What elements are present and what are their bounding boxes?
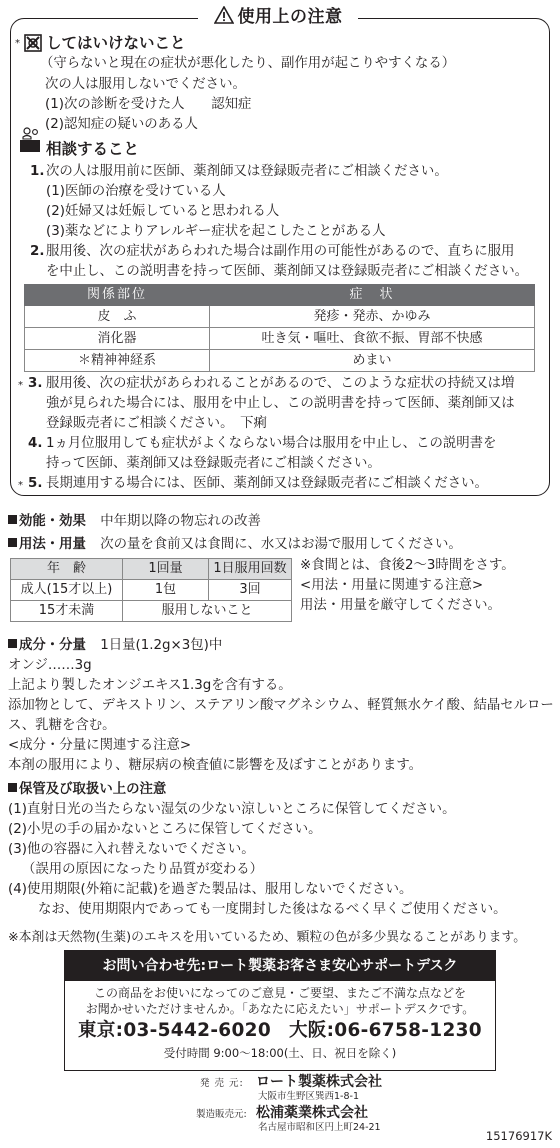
ingredients-line-5: <成分・分量に関連する注意> — [8, 738, 192, 753]
table-cell: 1包 — [123, 580, 209, 601]
dont-heading: してはいけないこと — [46, 34, 186, 52]
table-cell: 15才未満 — [11, 601, 123, 622]
consult-heading: 相談すること — [46, 140, 140, 158]
dosage — [8, 535, 462, 555]
contact-hours: 受付時間 9:00～18:00(土、日、祝日を除く) — [163, 1046, 397, 1060]
consult-4-line-2: 持って医師、薬剤師又は登録販売者にご相談ください。 — [46, 456, 381, 471]
ingredients-line-1: オンジ……3g — [8, 658, 92, 673]
consult-5-num: 5. — [28, 476, 43, 491]
storage-line-3: (3)他の容器に入れ替えないでください。 — [8, 842, 255, 857]
table-row — [11, 580, 292, 601]
consult-3-num: 3. — [28, 376, 43, 391]
ingredients-amount: 1日量(1.2g×3包)中 — [100, 638, 223, 653]
contact-line-2: お聞かせいただけませんか。「あなたに応えたい」サポートデスクです。 — [85, 1002, 475, 1016]
table-row — [25, 306, 535, 328]
table-cell: ＊精神神経系 — [25, 350, 210, 372]
dosage-label: 用法・用量 — [8, 537, 86, 552]
phone-osaka[interactable]: 大阪:06-6758-1230 — [289, 1020, 482, 1041]
dosage-note-2: <用法・用量に関連する注意> — [300, 578, 484, 593]
table-cell: 消化器 — [25, 328, 210, 350]
symptom-table-header-symptom: 症 状 — [210, 285, 535, 306]
ingredients-line-2: 上記より製したオンジエキス1.3gを含有する。 — [8, 678, 292, 693]
efficacy-text: 中年期以降の物忘れの改善 — [100, 514, 261, 529]
dont-intro: 次の人は服用しないでください。 — [45, 77, 246, 92]
efficacy — [8, 512, 261, 532]
contact-line-1: この商品をお使いになってのご意見・ご要望、またご不満な点などを — [93, 986, 466, 1000]
storage-line-1: (1)直射日光の当たらない湿気の少ない涼しいところに保管してください。 — [8, 802, 456, 817]
seller-name: ロート製薬株式会社 — [256, 1074, 382, 1090]
table-row — [11, 601, 292, 622]
consult-2-line-2: を中止し、この説明書を持って医師、薬剤師又は登録販売者にご相談ください。 — [46, 264, 529, 279]
storage-line-5: (4)使用期限(外箱に記載)を過ぎた製品は、服用しないでください。 — [8, 882, 413, 897]
consult-4-num: 4. — [28, 436, 43, 451]
maker-name: 松浦薬業株式会社 — [256, 1105, 368, 1121]
table-cell: 3回 — [209, 580, 292, 601]
consult-1-c: (3)薬などによりアレルギー症状を起こしたことがある人 — [46, 224, 386, 239]
consult-2-num: 2. — [30, 244, 45, 259]
storage-line-4: （誤用の原因になったり品質が変わる） — [22, 862, 264, 877]
storage — [8, 780, 166, 800]
consult-5-star: * — [18, 480, 23, 491]
consult-5: 長期連用する場合には、医師、薬剤師又は登録販売者にご相談ください。 — [46, 476, 488, 491]
symptom-table — [24, 284, 535, 372]
consult-1-num: 1. — [30, 164, 45, 179]
dosage-header-daily: 1日服用回数 — [209, 559, 292, 580]
dosage-header-single: 1回量 — [123, 559, 209, 580]
contact-box — [64, 950, 496, 1071]
ingredients-line-6: 本剤の服用により、糖尿病の検査値に影響を及ぼすことがあります。 — [8, 758, 423, 773]
dont-item-2: (2)認知症の疑いのある人 — [45, 117, 198, 132]
contact-phones — [65, 1017, 495, 1045]
consult-4-line-1: 1ヵ月位服用しても症状がよくならない場合は服用を中止し、この説明書を — [46, 436, 497, 451]
storage-label: 保管及び取扱い上の注意 — [8, 782, 166, 797]
table-cell: 皮 ふ — [25, 306, 210, 328]
consult-1-b: (2)妊婦又は妊娠していると思われる人 — [46, 204, 280, 219]
prohibited-icon — [24, 34, 42, 52]
consult-3-line-3: 登録販売者にご相談ください。 下痢 — [46, 416, 267, 431]
table-cell: 吐き気・嘔吐、食欲不振、胃部不快感 — [210, 328, 535, 350]
storage-line-6: なお、使用期限内であっても一度開封した後はなるべく早くご使用ください。 — [38, 902, 507, 917]
ingredients-line-4: ス、乳糖を含む。 — [8, 718, 116, 733]
dosage-text: 次の量を食前又は食間に、水又はお湯で服用してください。 — [100, 537, 462, 552]
consult-3-line-1: 服用後、次の症状があらわれることがあるので、このような症状の持続又は増 — [46, 376, 515, 391]
consult-2-line-1: 服用後、次の症状があらわれた場合は副作用の可能性があるので、直ちに服用 — [46, 244, 515, 259]
ingredients-label: 成分・分量 — [8, 638, 86, 653]
table-cell: 成人(15才以上) — [11, 580, 123, 601]
consult-3-line-2: 強が見られた場合には、服用を中止し、この説明書を持って医師、薬剤師又は — [46, 396, 515, 411]
phone-tokyo[interactable]: 東京:03-5442-6020 — [78, 1020, 271, 1041]
contact-heading: お問い合わせ先:ロート製薬お客さま安心サポートデスク — [65, 951, 495, 981]
seller-address: 大阪市生野区巽西1-8-1 — [258, 1091, 359, 1102]
maker-label: 製造販売元: — [196, 1109, 247, 1120]
efficacy-label: 効能・効果 — [8, 514, 86, 529]
dosage-note-3: 用法・用量を厳守してください。 — [300, 598, 501, 613]
table-row — [25, 350, 535, 372]
dont-note: （守らないと現在の症状が悪化したり、副作用が起こりやすくなる） — [40, 56, 456, 71]
seller-label: 発 売 元: — [200, 1078, 244, 1089]
warning-icon — [214, 6, 234, 24]
product-code: 15176917K — [485, 1129, 552, 1143]
footnote: ※本剤は天然物(生薬)のエキスを用いているため、顆粒の色が多少異なることがあります。 — [8, 930, 526, 945]
table-cell: 服用しないこと — [123, 601, 292, 622]
ingredients — [8, 636, 222, 656]
dosage-table — [10, 558, 292, 622]
table-row — [25, 328, 535, 350]
table-cell: めまい — [210, 350, 535, 372]
consult-1-a: (1)医師の治療を受けている人 — [46, 184, 226, 199]
storage-line-2: (2)小児の手の届かないところに保管してください。 — [8, 822, 322, 837]
dosage-header-age: 年 齢 — [11, 559, 123, 580]
dont-item-1: (1)次の診断を受けた人 認知症 — [45, 97, 252, 112]
dont-star: * — [15, 38, 20, 49]
consult-3-star: * — [18, 380, 23, 391]
consult-1: 次の人は服用前に医師、薬剤師又は登録販売者にご相談ください。 — [46, 164, 448, 179]
consult-icon — [19, 127, 41, 153]
caution-title: 使用上の注意 — [198, 4, 358, 32]
ingredients-line-3: 添加物として、デキストリン、ステアリン酸マグネシウム、軽質無水ケイ酸、結晶セルロー — [8, 698, 554, 713]
symptom-table-header-part: 関係部位 — [25, 285, 210, 306]
table-cell: 発疹・発赤、かゆみ — [210, 306, 535, 328]
dosage-note-1: ※食間とは、食後2～3時間をさす。 — [300, 558, 515, 573]
maker-address: 名古屋市昭和区円上町24-21 — [258, 1122, 381, 1133]
